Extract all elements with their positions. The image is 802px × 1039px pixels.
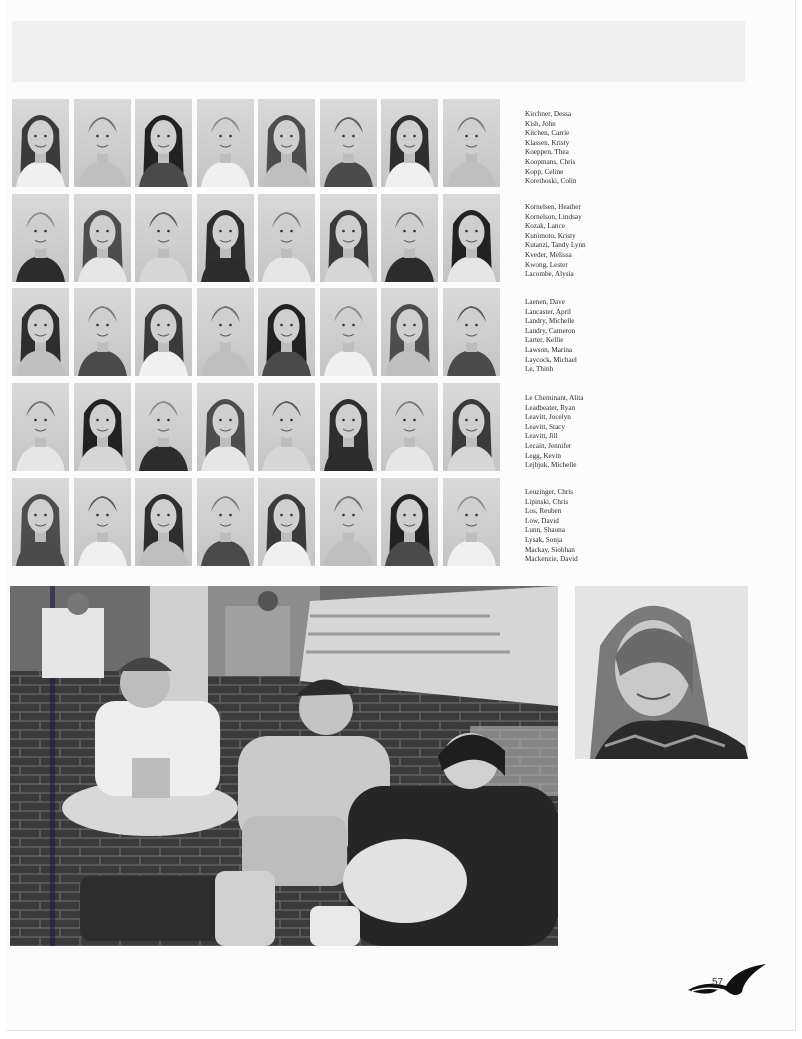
student-portrait (74, 383, 131, 471)
student-name: Kitchen, Carrie (525, 129, 570, 138)
student-portrait (443, 99, 500, 187)
student-portrait (381, 288, 438, 376)
student-name: Los, Reuben (525, 507, 562, 516)
student-name: Kveder, Melissa (525, 250, 572, 259)
page-emblem-icon (686, 962, 768, 998)
header-band (12, 21, 745, 82)
student-name: Leuzinger, Chris (525, 488, 574, 496)
feature-portrait-photo (575, 586, 748, 759)
student-name: Lipinski, Chris (525, 497, 569, 506)
student-name: Kozak, Lance (525, 222, 565, 231)
student-name: Kunimoto, Kristy (525, 231, 576, 240)
student-portrait (258, 99, 315, 187)
name-list-row-5 (525, 488, 635, 565)
student-portrait (197, 383, 254, 471)
student-name: Lysak, Sonja (525, 535, 563, 544)
student-name: Leavitt, Stacy (525, 422, 565, 431)
student-portrait (12, 383, 69, 471)
student-name: Kutanzi, Tandy Lynn (525, 241, 586, 250)
student-portrait (320, 478, 377, 566)
student-portrait (443, 288, 500, 376)
student-portrait (443, 478, 500, 566)
student-portrait (74, 99, 131, 187)
student-portrait (12, 478, 69, 566)
student-portrait (320, 288, 377, 376)
student-portrait (443, 194, 500, 282)
student-portrait (381, 194, 438, 282)
student-portrait (258, 288, 315, 376)
student-name: Klassen, Kristy (525, 138, 570, 147)
student-name: Kwong, Lester (525, 260, 568, 269)
student-name: Laenen, Dave (525, 298, 565, 306)
name-list-row-2 (525, 203, 635, 280)
student-portrait (381, 478, 438, 566)
student-portrait (135, 288, 192, 376)
student-portrait (135, 99, 192, 187)
student-name: Lecain, Jennifer (525, 441, 572, 450)
student-name: Landry, Cameron (525, 326, 576, 335)
student-name: Koopmans, Chris (525, 157, 576, 166)
student-name: Laycock, Michael (525, 355, 577, 364)
student-name: Leavitt, Jill (525, 432, 558, 441)
student-name: Le Cheminant, Alita (525, 394, 584, 402)
student-name: Kirchner, Dessa (525, 110, 572, 118)
student-name: Lancaster, April (525, 307, 572, 316)
student-portrait (12, 99, 69, 187)
student-name: Le, Thinh (525, 365, 554, 374)
student-name: Leavitt, Jocelyn (525, 413, 571, 422)
student-name: Kish, John (525, 119, 556, 128)
candid-group-photo (10, 586, 558, 946)
name-list-row-3 (525, 298, 635, 375)
student-portrait (197, 99, 254, 187)
student-portrait (135, 478, 192, 566)
student-portrait (258, 383, 315, 471)
student-name: Koeppen, Thea (525, 148, 569, 157)
student-portrait (381, 99, 438, 187)
student-portrait (320, 383, 377, 471)
student-portrait (381, 383, 438, 471)
student-name: Legg, Kevin (525, 451, 561, 460)
student-name: Mackenzie, David (525, 555, 578, 564)
student-portrait (258, 194, 315, 282)
student-name: Korethoski, Colin (525, 177, 577, 186)
student-name: Lunn, Shauna (525, 526, 565, 535)
student-portrait (197, 478, 254, 566)
student-name: Lejbjuk, Michelle (525, 461, 577, 470)
student-portrait (135, 194, 192, 282)
student-name: Landry, Michelle (525, 317, 575, 326)
student-name: Lacombe, Alysia (525, 270, 574, 279)
student-portrait (74, 478, 131, 566)
student-portrait (258, 478, 315, 566)
student-name: Lawson, Marina (525, 345, 573, 354)
student-portrait (12, 194, 69, 282)
student-name: Leadbeater, Ryan (525, 403, 576, 412)
student-portrait (135, 383, 192, 471)
student-portrait (320, 99, 377, 187)
student-portrait (197, 288, 254, 376)
student-portrait (197, 194, 254, 282)
student-name: Kornelsen, Heather (525, 203, 581, 211)
student-name: Low, David (525, 516, 559, 525)
name-list-row-1 (525, 110, 635, 187)
name-list-row-4 (525, 394, 635, 471)
portrait-grid (12, 99, 510, 573)
student-portrait (320, 194, 377, 282)
student-name: Larter, Kellie (525, 336, 564, 345)
page-number: 57 (712, 977, 724, 988)
student-portrait (74, 194, 131, 282)
student-portrait (74, 288, 131, 376)
student-portrait (443, 383, 500, 471)
student-name: Mackay, Siobhan (525, 545, 575, 554)
student-portrait (12, 288, 69, 376)
student-name: Kornelson, Lindsay (525, 212, 582, 221)
student-name: Kopp, Celine (525, 167, 564, 176)
